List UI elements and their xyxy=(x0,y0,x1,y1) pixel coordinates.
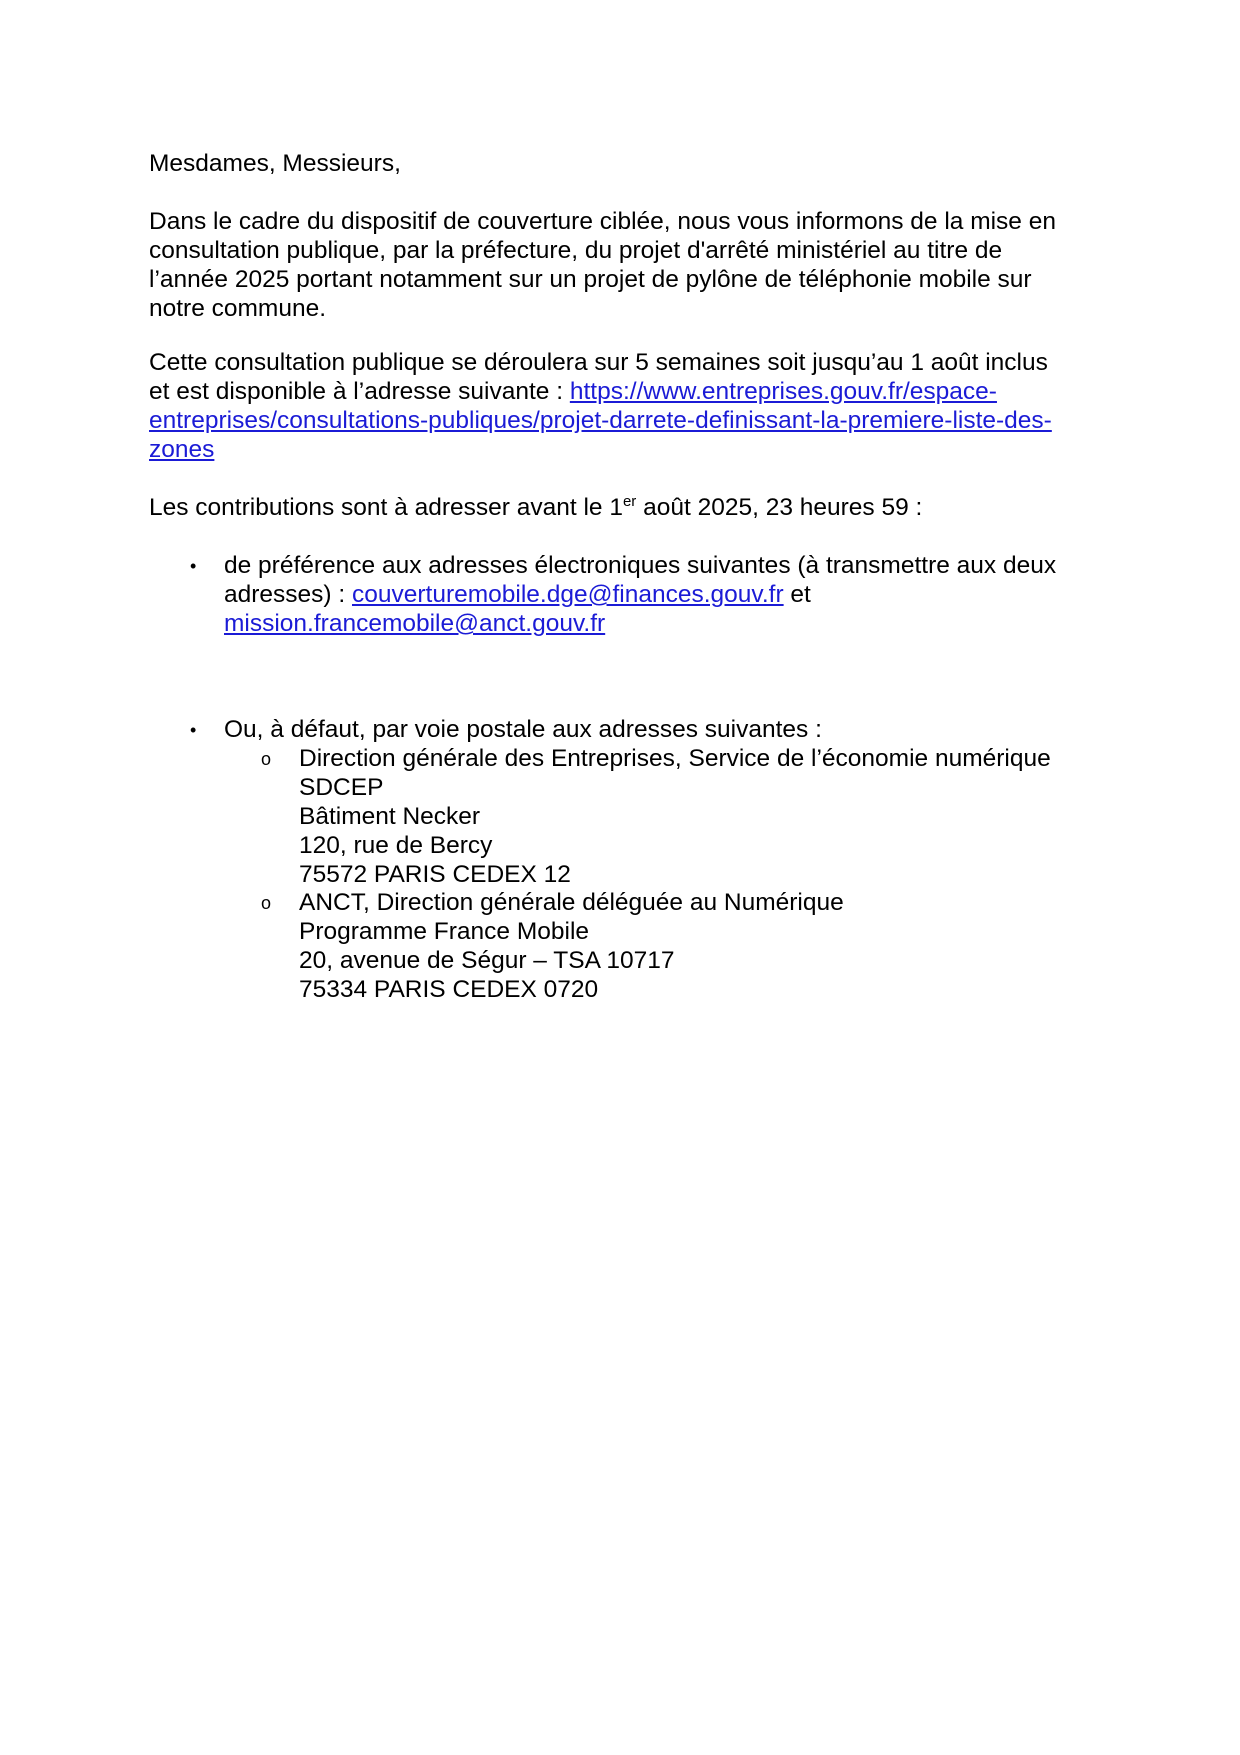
address-line: 20, avenue de Ségur – TSA 10717 xyxy=(299,947,675,974)
intro-paragraph xyxy=(149,207,1089,323)
sub-bullet-icon: o xyxy=(261,893,272,913)
consultation-url-link[interactable]: entreprises/consultations-publiques/projet-darrete-definissant-la-premiere-liste-des- xyxy=(149,407,1052,434)
intro-line: Dans le cadre du dispositif de couverture ciblée, nous vous informons de la mise en xyxy=(149,208,1056,235)
bullet-icon: • xyxy=(190,556,197,576)
intro-line: l’année 2025 portant notamment sur un projet de pylône de téléphonie mobile sur xyxy=(149,266,1032,293)
deadline-paragraph xyxy=(149,493,1089,522)
consultation-line-3 xyxy=(149,406,1089,435)
email-bullet-line: de préférence aux adresses électroniques suivantes (à transmettre aux deux xyxy=(224,552,1057,579)
postal-address-anct xyxy=(299,888,1099,1004)
email-link-anct[interactable]: mission.francemobile@anct.gouv.fr xyxy=(224,610,606,637)
address-line: ANCT, Direction générale déléguée au Numérique xyxy=(299,889,844,916)
intro-line: notre commune. xyxy=(149,295,327,322)
consultation-url-link[interactable]: https://www.entreprises.gouv.fr/espace- xyxy=(569,378,997,405)
consultation-paragraph xyxy=(149,348,1089,464)
address-line: Bâtiment Necker xyxy=(299,803,481,830)
postal-address-dge xyxy=(299,744,1099,889)
bullet-icon: • xyxy=(190,720,197,740)
consultation-line-4 xyxy=(149,435,1089,464)
address-line: 75334 PARIS CEDEX 0720 xyxy=(299,976,599,1003)
address-line: SDCEP xyxy=(299,774,384,801)
consultation-url-link[interactable]: zones xyxy=(149,436,215,463)
address-line: Direction générale des Entreprises, Service de l’économie numérique xyxy=(299,745,1051,772)
deadline-suffix: août 2025, 23 heures 59 : xyxy=(636,494,923,521)
address-line: 120, rue de Bercy xyxy=(299,832,493,859)
email-bullet-line-3 xyxy=(224,609,1094,638)
consultation-line: Cette consultation publique se déroulera sur 5 semaines soit jusqu’au 1 août inclus xyxy=(149,349,1048,376)
consultation-prefix: et est disponible à l’adresse suivante : xyxy=(149,378,570,405)
salutation: Mesdames, Messieurs, xyxy=(149,150,401,177)
deadline-superscript: er xyxy=(622,493,637,510)
email-bullet-line-2 xyxy=(224,580,1094,609)
intro-line: consultation publique, par la préfecture, du projet d'arrêté ministériel au titre de xyxy=(149,237,1003,264)
address-line: 75572 PARIS CEDEX 12 xyxy=(299,861,571,888)
deadline-prefix: Les contributions sont à adresser avant le 1 xyxy=(149,494,623,521)
email-link-dge[interactable]: couverturemobile.dge@finances.gouv.fr xyxy=(352,581,784,608)
email-prefix: adresses) : xyxy=(224,581,352,608)
and-word: et xyxy=(783,581,811,608)
consultation-line-2 xyxy=(149,377,1089,406)
address-line: Programme France Mobile xyxy=(299,918,590,945)
postal-bullet-intro: Ou, à défaut, par voie postale aux adresses suivantes : xyxy=(224,716,822,743)
sub-bullet-icon: o xyxy=(261,749,272,769)
email-bullet-text xyxy=(224,551,1094,638)
